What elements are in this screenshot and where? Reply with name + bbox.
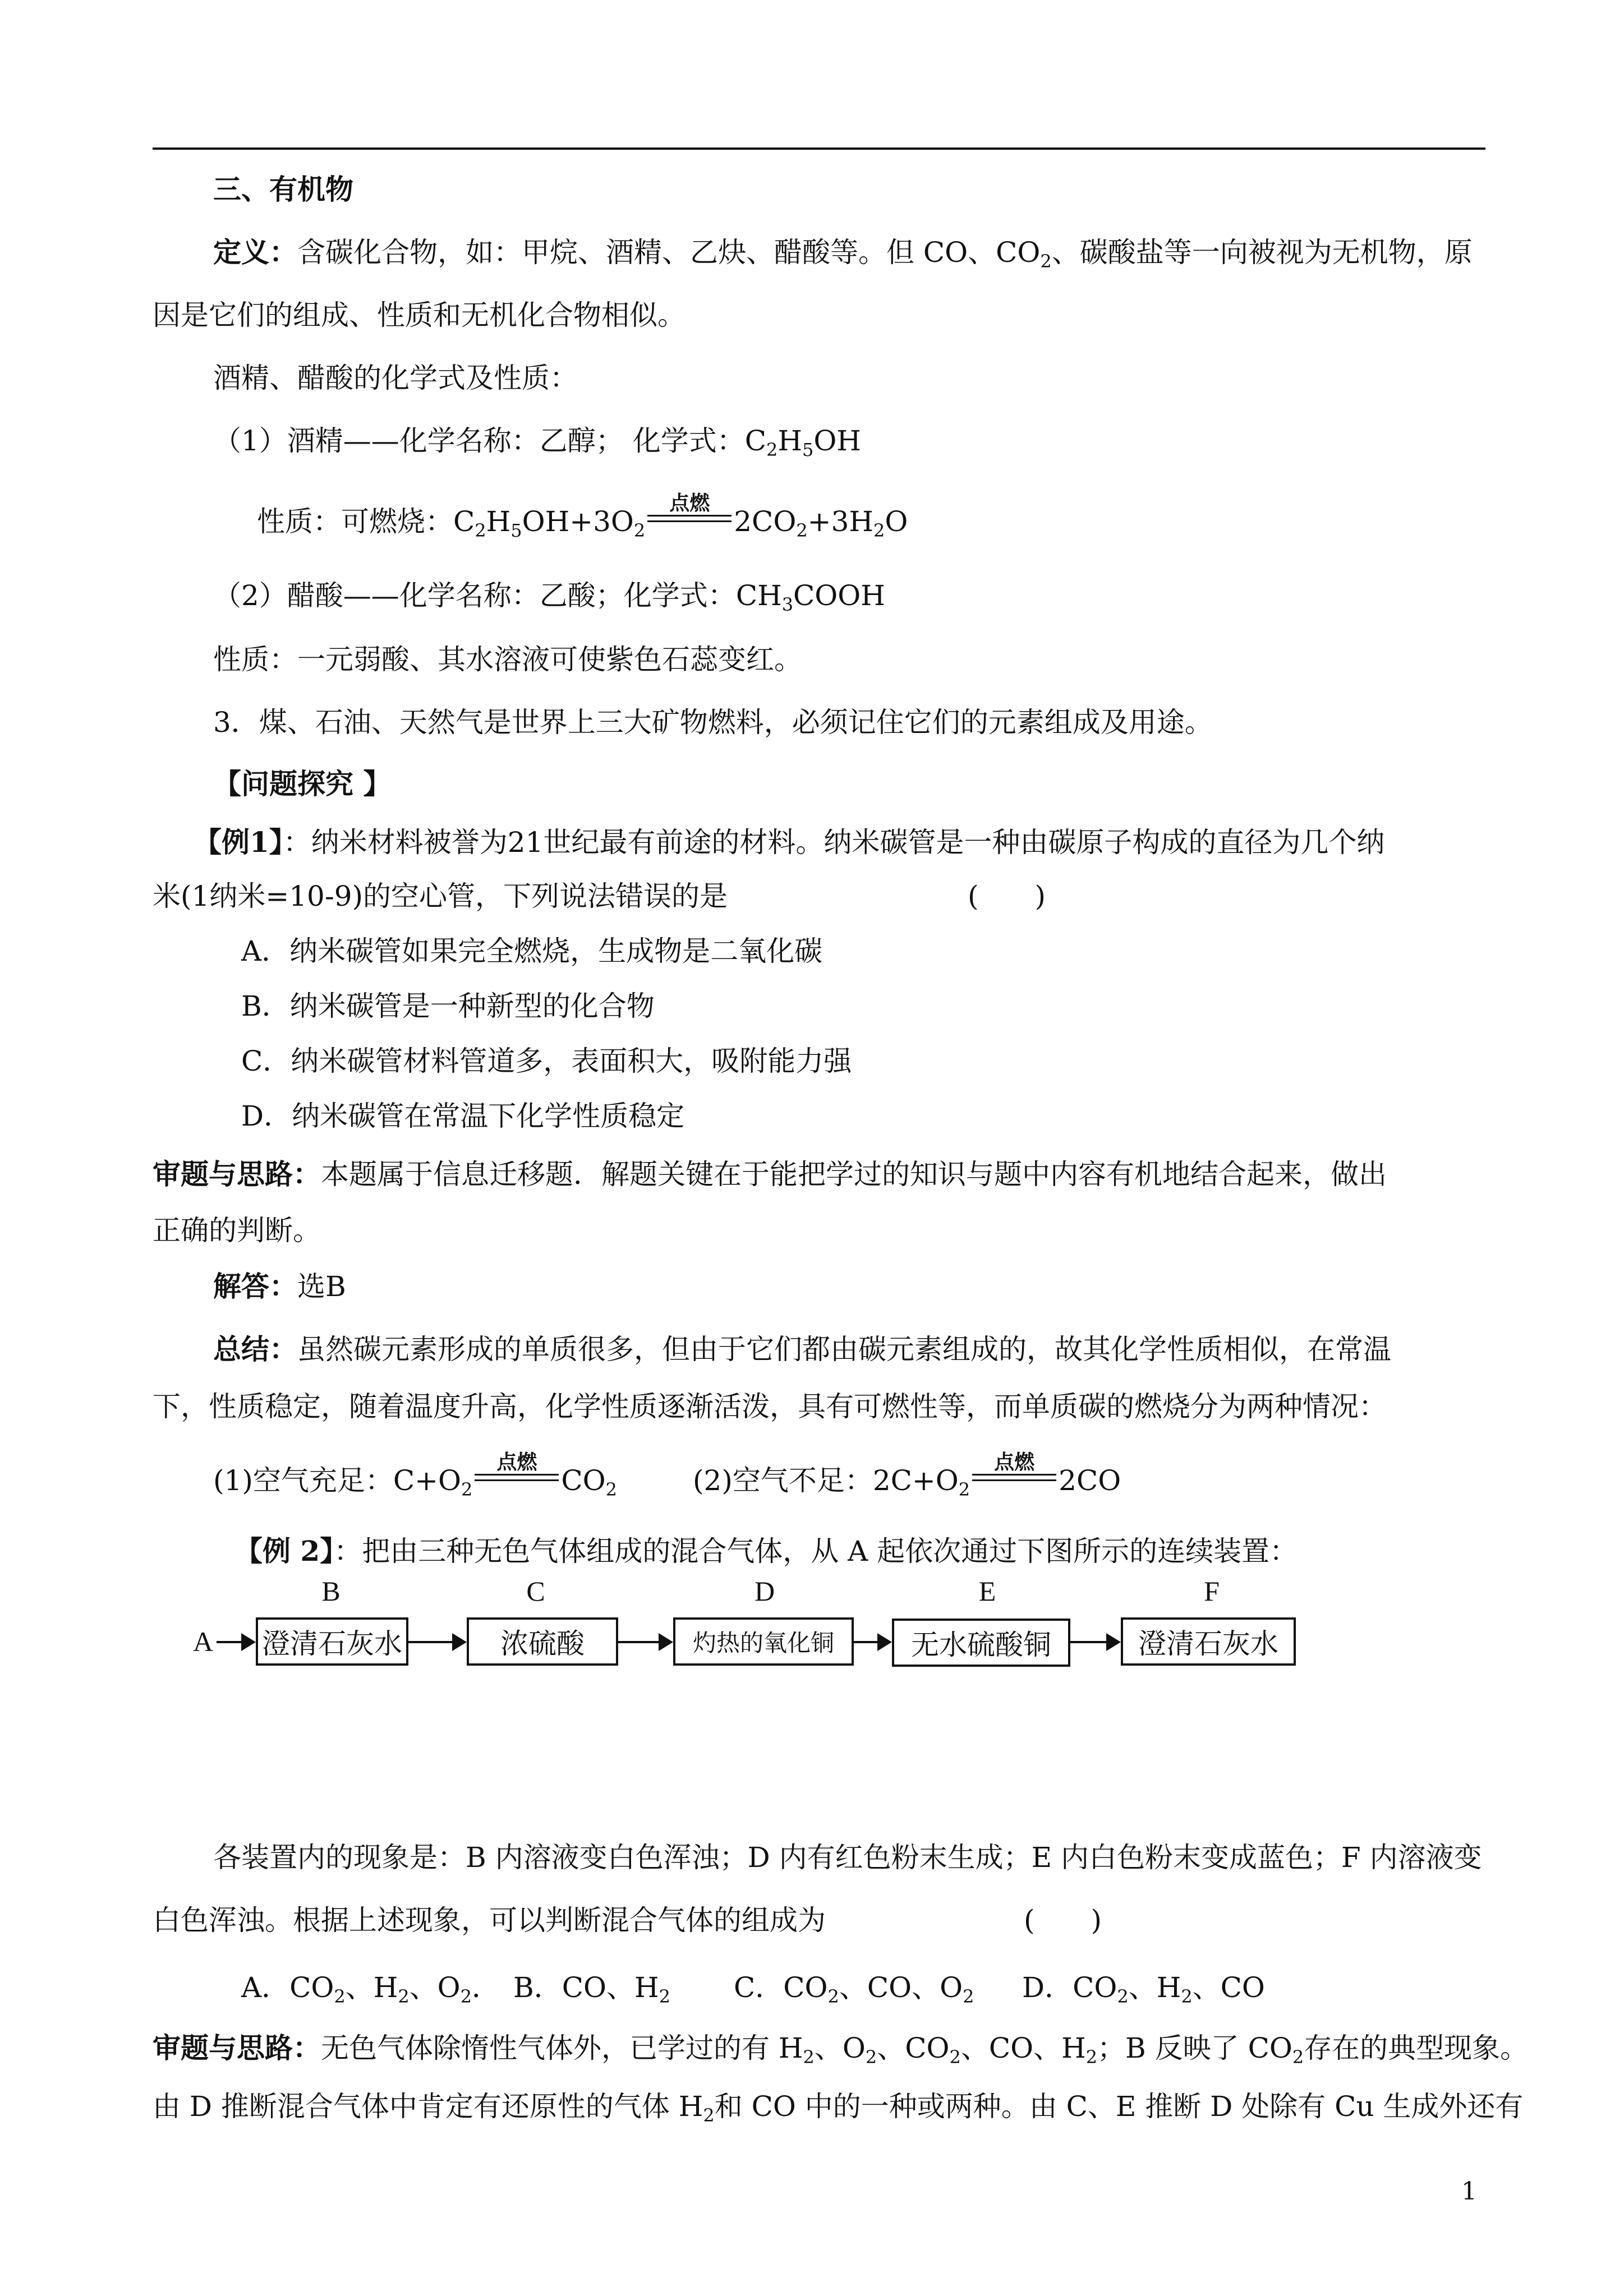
example2-option-a: A．$CO_2$、$H_2$、$O_2$． (241, 1971, 500, 2007)
reaction-condition-sign: 点燃 (475, 1463, 559, 1499)
example1-option-d: D．纳米碳管在常温下化学性质稳定 (241, 1100, 685, 1132)
example2-answer-paren: ( ) (1024, 1904, 1102, 1937)
example1-analysis-line-1: 审题与思路：本题属于信息迁移题．解题关键在于能把学过的知识与题中内容有机地结合起来，做出 (153, 1158, 1387, 1191)
example1-answer-paren: ( ) (968, 880, 1046, 912)
device-box-d: 灼热的氧化铜 (673, 1617, 854, 1666)
example2-option-d: D．$CO_2$、$H_2$、CO (1022, 1971, 1265, 2007)
fuels-line: 3．煤、石油、天然气是世界上三大矿物燃料，必须记住它们的元素组成及用途。 (213, 706, 1213, 739)
device-letter-c: C (526, 1575, 545, 1607)
example2-phenomena-line-1: 各装置内的现象是：B 内溶液变白色浑浊；D 内有红色粉末生成；E 内白色粉末变成蓝色；F 内溶液变 (213, 1841, 1482, 1874)
example1-stem-line-2: 米(1纳米=10-9)的空心管，下列说法错误的是 (153, 880, 728, 912)
page-number: 1 (1461, 2177, 1477, 2206)
example1-stem-line-1: 【例1】：纳米材料被誉为21世纪最有前途的材料。纳米碳管是一种由碳原子构成的直径为几个纳 (194, 826, 1385, 859)
device-letter-b: B (321, 1575, 341, 1607)
header-rule (153, 147, 1485, 150)
arrow-b-to-c (408, 1641, 464, 1643)
example1-option-c: C．纳米碳管材料管道多，表面积大，吸附能力强 (241, 1045, 852, 1077)
carbon-combustion-case-2: (2)空气不足：$2C+O_2$ 点燃 2CO (693, 1451, 1121, 1500)
ethanol-combustion-line: 性质：可燃烧：$C_2H_5OH+3O_2$ 点燃 $2CO_2+3H_2O$ (257, 492, 908, 541)
example1-summary-line-2: 下，性质稳定，随着温度升高，化学性质逐渐活泼，具有可燃性等，而单质碳的燃烧分为两种情况： (153, 1390, 1387, 1423)
device-box-f: 澄清石灰水 (1121, 1617, 1296, 1666)
acetic-name-line: （2）醋酸——化学名称：乙酸；化学式：$CH_3COOH$ (213, 579, 885, 615)
example2-option-c: C．$CO_2$、CO、$O_2$ (734, 1971, 974, 2007)
carbon-combustion-case-1: (1)空气充足：$C+O_2$ 点燃 $CO_2$ (213, 1451, 617, 1500)
acetic-property: 性质：一元弱酸、其水溶液可使紫色石蕊变红。 (213, 643, 802, 676)
example2-analysis-line-2: 由 D 推断混合气体中肯定有还原性的气体 $H_2$和 CO 中的一种或两种。由 C、E 推断 D 处除有 Cu 生成外还有 (153, 2090, 1524, 2126)
section-title: 三、有机物 (213, 173, 353, 206)
definition-line-1: 定义：含碳化合物，如：甲烷、酒精、乙炔、醋酸等。但 CO、$CO_2$、碳酸盐等一向被视为无机物，原 (213, 236, 1473, 272)
device-box-c: 浓硫酸 (467, 1617, 618, 1666)
arrow-d-to-e (854, 1641, 890, 1643)
inquiry-heading: 【问题探究 】 (213, 767, 392, 800)
example2-intro: 【例 2】：把由三种无色气体组成的混合气体，从 A 起依次通过下图所示的连续装置： (234, 1534, 1298, 1567)
arrow-a-to-b (217, 1641, 254, 1643)
arrow-c-to-d (618, 1641, 671, 1643)
example1-answer: 解答：选B (213, 1270, 346, 1303)
example1-summary-line-1: 总结：虽然碳元素形成的单质很多，但由于它们都由碳元素组成的，故其化学性质相似，在常温 (213, 1333, 1391, 1366)
inlet-label: A (193, 1626, 214, 1657)
example2-phenomena-line-2: 白色浑浊。根据上述现象，可以判断混合气体的组成为 (153, 1904, 826, 1937)
example1-option-b: B．纳米碳管是一种新型的化合物 (241, 990, 655, 1022)
definition-label: 定义： (213, 236, 297, 269)
ethanol-name-line: （1）酒精——化学名称：乙醇； 化学式：$C_2H_5OH$ (213, 425, 861, 460)
arrow-e-to-f (1070, 1641, 1119, 1643)
example2-analysis-line-1: 审题与思路：无色气体除惰性气体外，已学过的有 $H_2$、$O_2$、$CO_2$、CO、$H_2$；B 反映了 $CO_2$存在的典型现象。 (153, 2031, 1529, 2068)
reaction-condition-sign: 点燃 (647, 504, 732, 540)
definition-line-2: 因是它们的组成、性质和无机化合物相似。 (153, 299, 686, 331)
reaction-condition-sign: 点燃 (972, 1463, 1056, 1499)
device-letter-f: F (1204, 1575, 1220, 1607)
example1-analysis-line-2: 正确的判断。 (153, 1214, 321, 1247)
intro-line: 酒精、醋酸的化学式及性质： (213, 362, 578, 394)
device-box-e: 无水硫酸铜 (892, 1619, 1070, 1667)
device-letter-d: D (754, 1575, 775, 1607)
device-letter-e: E (978, 1575, 996, 1607)
example2-option-b: B．CO、$H_2$ (513, 1971, 670, 2007)
example1-option-a: A．纳米碳管如果完全燃烧，生成物是二氧化碳 (241, 935, 823, 967)
device-box-b: 澄清石灰水 (256, 1617, 408, 1666)
